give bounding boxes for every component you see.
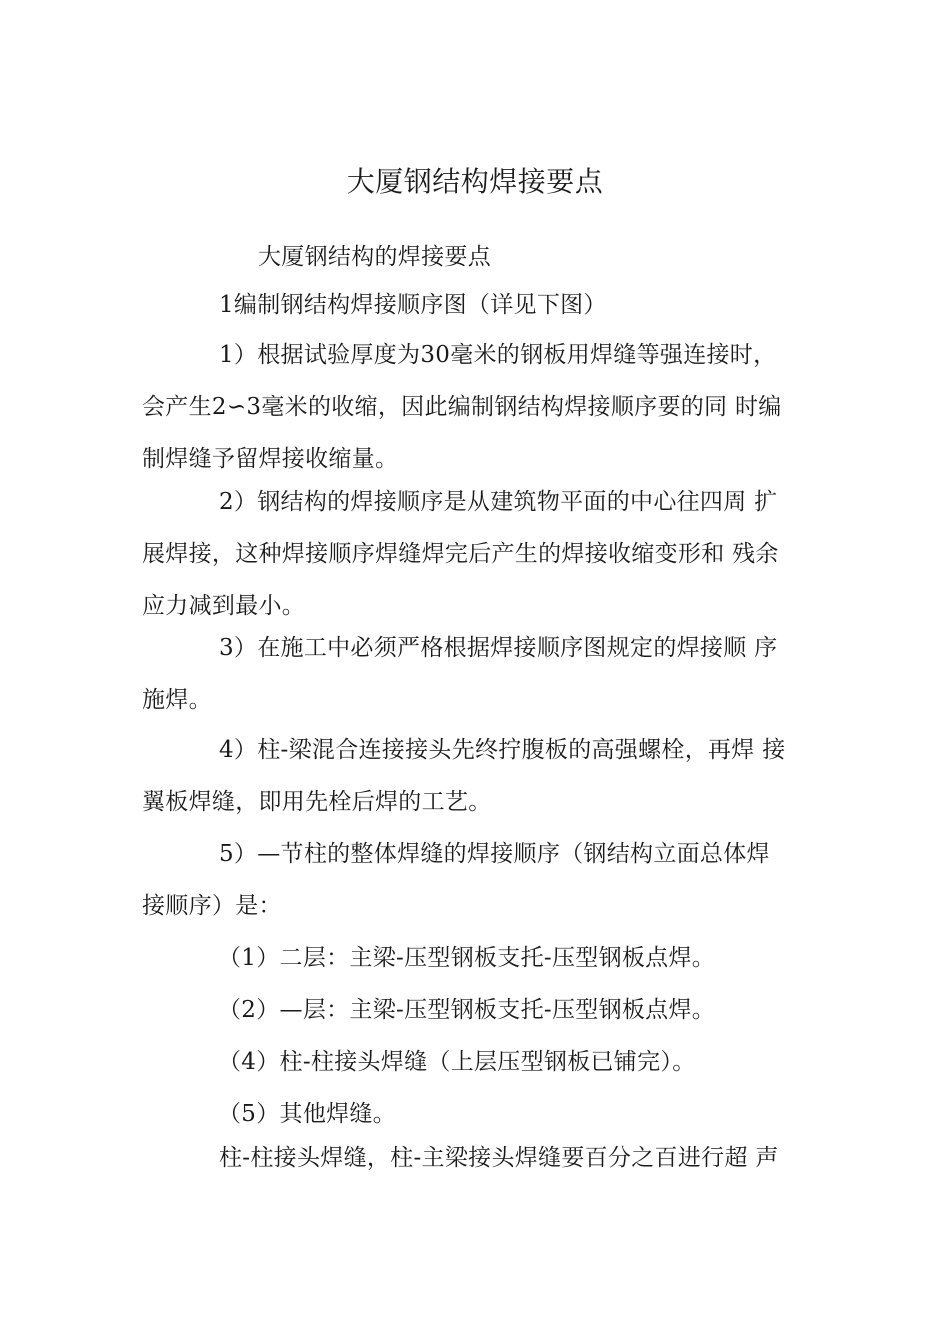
subtitle xyxy=(258,231,948,283)
paragraph-line: 展焊接，这种焊接顺序焊缝焊完后产生的焊接收缩变形和 残余 xyxy=(142,541,779,567)
paragraph-line: 接顺序）是： xyxy=(142,893,282,919)
paragraph-item-2 xyxy=(142,476,832,632)
sub-item-list xyxy=(218,932,908,1140)
paragraph-item-4 xyxy=(142,724,832,828)
document-title: 大厦钢结构焊接要点 xyxy=(346,165,604,198)
paragraph-line: 翼板焊缝，即用先栓后焊的工艺。 xyxy=(142,789,492,815)
paragraph-line: 3）在施工中必须严格根据焊接顺序图规定的焊接顺 序 xyxy=(219,635,778,661)
paragraph-item-5 xyxy=(142,828,832,932)
sub-item: （4）柱-柱接头焊缝（上层压型钢板已铺完）。 xyxy=(218,1049,696,1075)
section-heading-1-text: 1编制钢结构焊接顺序图（详见下图） xyxy=(219,292,607,318)
sub-item: （5）其他焊缝。 xyxy=(218,1101,397,1127)
paragraph-item-3 xyxy=(142,622,832,726)
paragraph-line: 会产生2∽3毫米的收缩，因此编制钢结构焊接顺序要的同 时编 xyxy=(142,394,782,420)
paragraph-line: 4）柱-梁混合连接接头先终拧腹板的高强螺栓，再焊 接 xyxy=(219,737,786,763)
paragraph-line: 制焊缝予留焊接收缩量。 xyxy=(142,446,399,472)
paragraph-line: 5）—节柱的整体焊缝的焊接顺序（钢结构立面总体焊 xyxy=(219,841,770,867)
subtitle-text: 大厦钢结构的焊接要点 xyxy=(258,244,491,270)
paragraph-line: 2）钢结构的焊接顺序是从建筑物平面的中心往四周 扩 xyxy=(219,489,778,515)
section-heading-1 xyxy=(219,279,909,331)
sub-item: （1）二层：主梁-压型钢板支托-压型钢板点焊。 xyxy=(218,945,716,971)
closing-paragraph xyxy=(219,1132,909,1184)
paragraph-line: 柱-柱接头焊缝，柱-主梁接头焊缝要百分之百进行超 声 xyxy=(219,1145,779,1171)
sub-item: （2）—层：主梁-压型钢板支托-压型钢板点焊。 xyxy=(218,997,716,1023)
paragraph-line: 1）根据试验厚度为30毫米的钢板用焊缝等强连接时， xyxy=(219,342,777,368)
paragraph-item-1 xyxy=(142,329,832,485)
paragraph-line: 施焊。 xyxy=(142,687,212,713)
paragraph-line: 应力减到最小。 xyxy=(142,593,306,619)
